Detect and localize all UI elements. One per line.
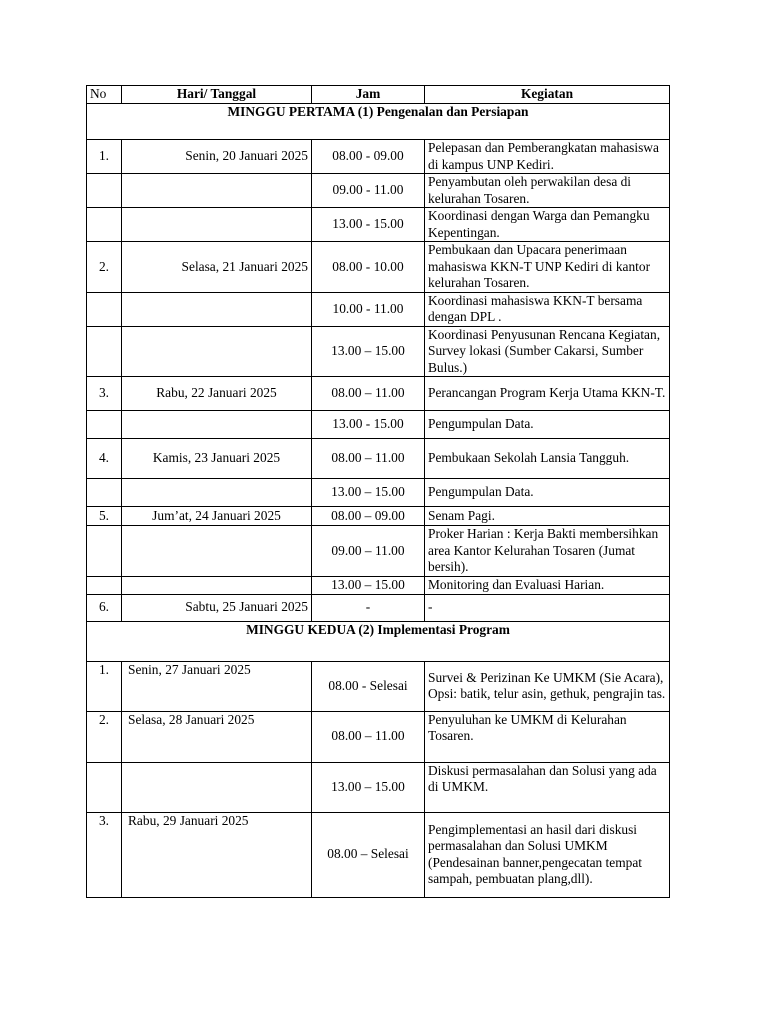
row-no: 4. [87, 439, 122, 479]
row-activity: Proker Harian : Kerja Bakti membersihkan area Kantor Kelurahan Tosaren (Jumat bersih). [425, 526, 670, 577]
header-date: Hari/ Tanggal [122, 86, 312, 104]
table-row [87, 140, 670, 174]
table-row [87, 377, 670, 411]
week-1-title: MINGGU PERTAMA (1) Pengenalan dan Persiapan [87, 104, 670, 140]
row-date: Rabu, 29 Januari 2025 [122, 812, 312, 897]
table-row [87, 576, 670, 594]
table-row [87, 326, 670, 377]
row-time: 08.00 – 09.00 [312, 507, 425, 526]
row-no [87, 576, 122, 594]
row-time: 08.00 – 11.00 [312, 377, 425, 411]
row-no [87, 411, 122, 439]
row-activity: Penyambutan oleh perwakilan desa di kelurahan Tosaren. [425, 174, 670, 208]
row-date: Senin, 27 Januari 2025 [122, 661, 312, 711]
row-date: Jum’at, 24 Januari 2025 [122, 507, 312, 526]
row-activity: Koordinasi mahasiswa KKN-T bersama dengan DPL . [425, 292, 670, 326]
row-no: 3. [87, 377, 122, 411]
table-row [87, 439, 670, 479]
table-row [87, 762, 670, 812]
row-no [87, 479, 122, 507]
row-no [87, 174, 122, 208]
header-activity: Kegiatan [425, 86, 670, 104]
row-activity: Senam Pagi. [425, 507, 670, 526]
row-activity: - [425, 594, 670, 621]
row-time: 08.00 - Selesai [312, 661, 425, 711]
table-row [87, 479, 670, 507]
row-time: 08.00 – 11.00 [312, 711, 425, 762]
row-date [122, 292, 312, 326]
table-row [87, 411, 670, 439]
table-row [87, 242, 670, 293]
table-row [87, 507, 670, 526]
row-no [87, 526, 122, 577]
row-time: 13.00 – 15.00 [312, 326, 425, 377]
row-date: Selasa, 28 Januari 2025 [122, 711, 312, 762]
row-no [87, 762, 122, 812]
row-date [122, 411, 312, 439]
row-date [122, 576, 312, 594]
table-row [87, 292, 670, 326]
header-time: Jam [312, 86, 425, 104]
row-time: - [312, 594, 425, 621]
row-activity: Monitoring dan Evaluasi Harian. [425, 576, 670, 594]
row-activity: Pembukaan dan Upacara penerimaan mahasiswa KKN-T UNP Kediri di kantor kelurahan Tosaren. [425, 242, 670, 293]
row-activity: Pengumpulan Data. [425, 479, 670, 507]
row-no: 2. [87, 242, 122, 293]
week-1-heading-row [87, 104, 670, 140]
row-date [122, 174, 312, 208]
row-date [122, 526, 312, 577]
row-time: 10.00 - 11.00 [312, 292, 425, 326]
row-no [87, 208, 122, 242]
row-no: 2. [87, 711, 122, 762]
table-header-row [87, 86, 670, 104]
row-activity: Pembukaan Sekolah Lansia Tangguh. [425, 439, 670, 479]
table-row [87, 812, 670, 897]
row-time: 08.00 - 10.00 [312, 242, 425, 293]
row-date [122, 762, 312, 812]
row-activity: Pelepasan dan Pemberangkatan mahasiswa di kampus UNP Kediri. [425, 140, 670, 174]
row-no: 1. [87, 661, 122, 711]
table-row [87, 594, 670, 621]
row-time: 13.00 – 15.00 [312, 576, 425, 594]
row-date: Senin, 20 Januari 2025 [122, 140, 312, 174]
table-row [87, 208, 670, 242]
row-date: Selasa, 21 Januari 2025 [122, 242, 312, 293]
schedule-table [86, 85, 670, 898]
row-no: 3. [87, 812, 122, 897]
row-date [122, 208, 312, 242]
table-row [87, 661, 670, 711]
row-time: 09.00 – 11.00 [312, 526, 425, 577]
row-no: 6. [87, 594, 122, 621]
row-time: 13.00 - 15.00 [312, 411, 425, 439]
header-no: No [87, 86, 122, 104]
row-date [122, 479, 312, 507]
row-no: 5. [87, 507, 122, 526]
row-activity: Penyuluhan ke UMKM di Kelurahan Tosaren. [425, 711, 670, 762]
row-activity: Pengimplementasi an hasil dari diskusi permasalahan dan Solusi UMKM (Pendesainan banner,pengecatan tempat sampah, pembuatan plang,dll). [425, 812, 670, 897]
row-activity: Koordinasi dengan Warga dan Pemangku Kepentingan. [425, 208, 670, 242]
row-date [122, 326, 312, 377]
row-time: 13.00 - 15.00 [312, 208, 425, 242]
row-no [87, 326, 122, 377]
row-time: 08.00 – Selesai [312, 812, 425, 897]
row-time: 13.00 – 15.00 [312, 479, 425, 507]
row-activity: Koordinasi Penyusunan Rencana Kegiatan, Survey lokasi (Sumber Cakarsi, Sumber Bulus.) [425, 326, 670, 377]
row-no: 1. [87, 140, 122, 174]
row-date: Kamis, 23 Januari 2025 [122, 439, 312, 479]
row-activity: Survei & Perizinan Ke UMKM (Sie Acara), Opsi: batik, telur asin, gethuk, pengrajin tas. [425, 661, 670, 711]
table-row [87, 711, 670, 762]
week-2-heading-row [87, 621, 670, 661]
row-activity: Pengumpulan Data. [425, 411, 670, 439]
row-activity: Perancangan Program Kerja Utama KKN-T. [425, 377, 670, 411]
week-2-title: MINGGU KEDUA (2) Implementasi Program [87, 621, 670, 661]
table-row [87, 174, 670, 208]
row-date: Rabu, 22 Januari 2025 [122, 377, 312, 411]
table-row [87, 526, 670, 577]
row-time: 09.00 - 11.00 [312, 174, 425, 208]
row-activity: Diskusi permasalahan dan Solusi yang ada di UMKM. [425, 762, 670, 812]
row-time: 13.00 – 15.00 [312, 762, 425, 812]
row-date: Sabtu, 25 Januari 2025 [122, 594, 312, 621]
row-no [87, 292, 122, 326]
row-time: 08.00 – 11.00 [312, 439, 425, 479]
row-time: 08.00 - 09.00 [312, 140, 425, 174]
